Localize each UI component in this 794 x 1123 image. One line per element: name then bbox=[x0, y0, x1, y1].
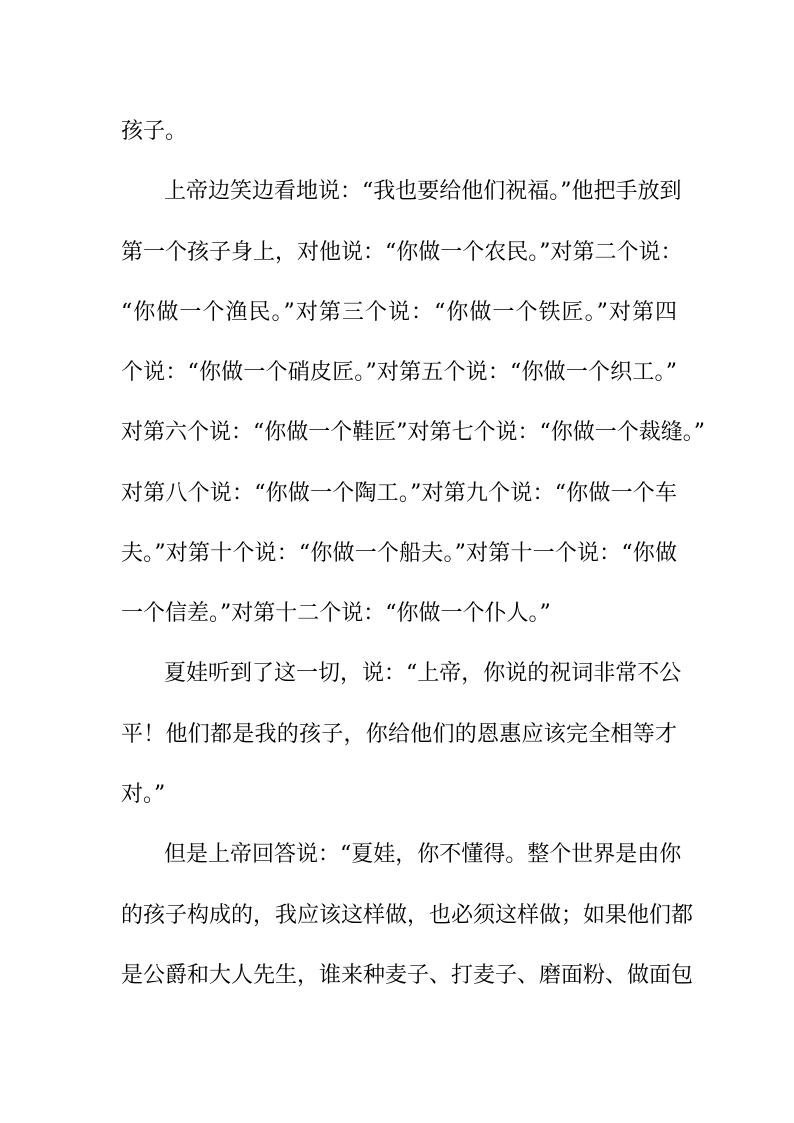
text-line: 个说：“你做一个硝皮匠。”对第五个说：“你做一个织工。” bbox=[121, 360, 677, 385]
text-line: “你做一个渔民。”对第三个说：“你做一个铁匠。”对第四 bbox=[121, 300, 677, 325]
text-line: 但是上帝回答说：“夏娃，你不懂得。整个世界是由你 bbox=[164, 842, 682, 867]
text-line: 对第六个说：“你做一个鞋匠”对第七个说：“你做一个裁缝。” bbox=[121, 420, 705, 445]
text-line: 是公爵和大人先生，谁来种麦子、打麦子、磨面粉、做面包 bbox=[121, 963, 694, 988]
text-line: 一个信差。”对第十二个说：“你做一个仆人。” bbox=[121, 601, 551, 626]
text-line: 平！他们都是我的孩子，你给他们的恩惠应该完全相等才 bbox=[121, 722, 677, 747]
text-line: 的孩子构成的，我应该这样做，也必须这样做；如果他们都 bbox=[121, 903, 694, 928]
text-line: 对第八个说：“你做一个陶工。”对第九个说：“你做一个车 bbox=[121, 481, 677, 506]
text-line: 上帝边笑边看地说：“我也要给他们祝福。”他把手放到 bbox=[164, 179, 682, 204]
text-line: 第一个孩子身上，对他说：“你做一个农民。”对第二个说： bbox=[121, 240, 683, 265]
text-line: 夫。”对第十个说：“你做一个船夫。”对第十一个说：“你做 bbox=[121, 541, 677, 566]
text-line: 夏娃听到了这一切，说：“上帝，你说的祝词非常不公 bbox=[164, 661, 682, 686]
text-line: 孩子。 bbox=[121, 119, 188, 144]
text-line: 对。” bbox=[121, 782, 166, 807]
